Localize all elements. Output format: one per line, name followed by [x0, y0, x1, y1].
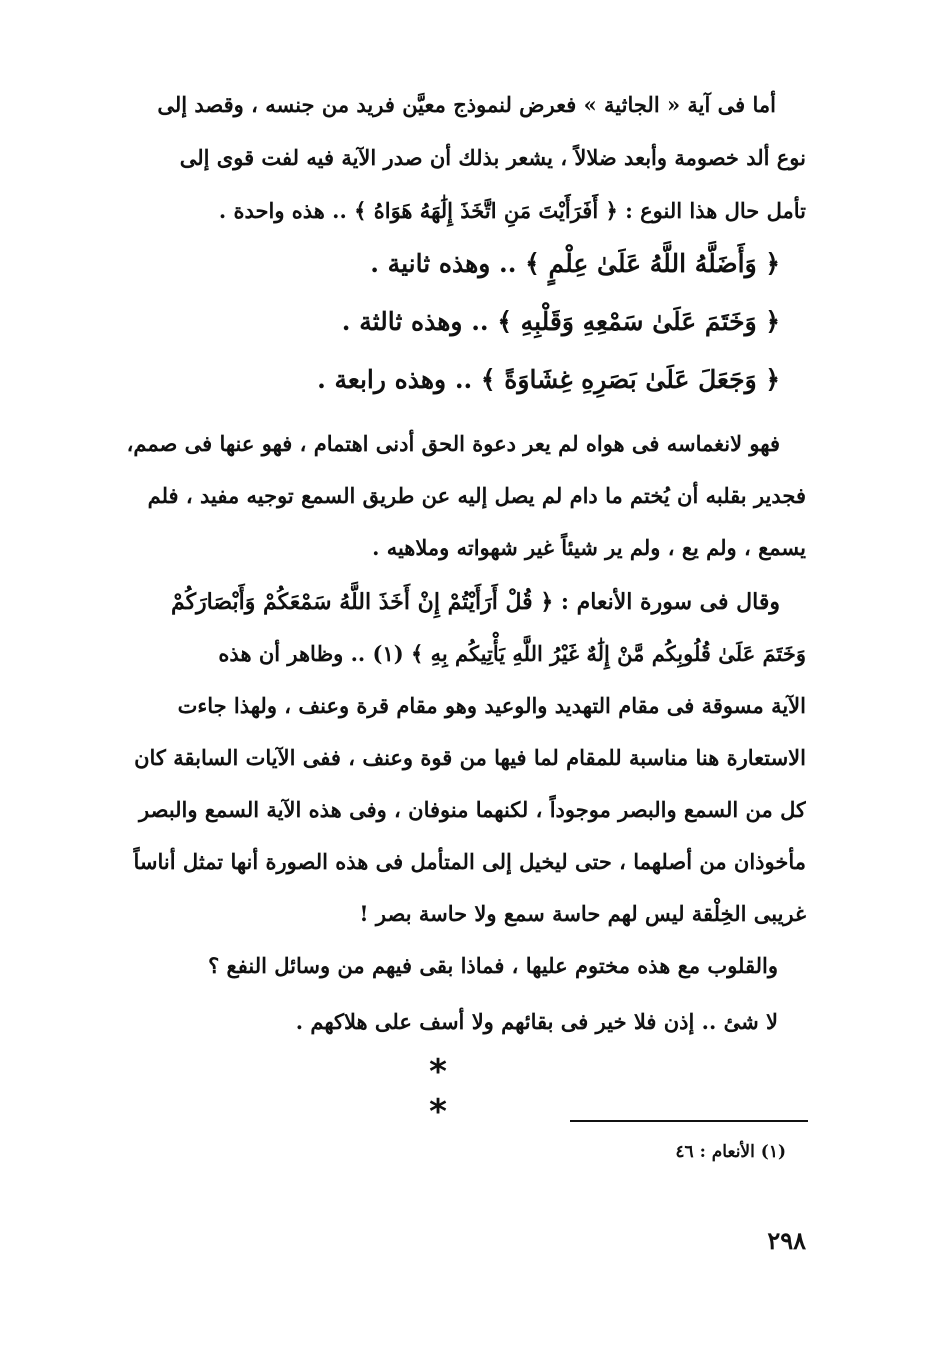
text-line: فجدير بقلبه أن يُختم ما دام لم يصل إليه عن طريق السمع توجيه مفيد ، فلم — [147, 483, 806, 508]
text-line: تأمل حال هذا النوع : ﴿ أَفَرَأَيْتَ مَنِ اتَّخَذَ إِلَٰهَهُ هَوَاهُ ﴾ .. هذه واحدة . — [218, 198, 806, 223]
text-line: وَخَتَمَ عَلَىٰ قُلُوبِكُم مَّنْ إِلَٰهٌ غَيْرُ اللَّهِ يَأْتِيكُم بِهِ ﴾ (١) .. وظاهر أن هذه — [218, 641, 806, 666]
verse-line-third: ﴿ وَخَتَمَ عَلَىٰ سَمْعِهِ وَقَلْبِهِ ﴾ .. وهذه ثالثة . — [341, 307, 780, 336]
section-separator: * * — [429, 1052, 491, 1132]
verse-line-second: ﴿ وَأَضَلَّهُ اللَّهُ عَلَىٰ عِلْمٍ ﴾ .. وهذه ثانية . — [370, 249, 780, 278]
text-line: كل من السمع والبصر موجوداً ، لكنهما منوفان ، وفى هذه الآية السمع والبصر — [139, 797, 806, 822]
paragraph-conclusion — [100, 938, 806, 1050]
text-line: الاستعارة هنا مناسبة للمقام لما فيها من قوة وعنف ، ففى الآيات السابقة كان — [134, 745, 806, 770]
text-line: وقال فى سورة الأنعام : ﴿ قُلْ أَرَأَيْتُمْ إِنْ أَخَذَ اللَّهُ سَمْعَكُمْ وَأَبْصَارَكُمْ — [170, 589, 780, 615]
text-line: أما فى آية « الجاثية » فعرض لنموذج معيَّن فريد من جنسه ، وقصد إلى — [157, 92, 776, 117]
verse-list — [100, 235, 780, 409]
footnote: (١) الأنعام : ٤٦ — [675, 1142, 786, 1162]
text-line: فهو لانغماسه فى هواه لم يعر دعوة الحق أدنى اهتمام ، فهو عنها فى صمم، — [126, 431, 780, 456]
footnote-divider — [570, 1120, 808, 1122]
text-line: والقلوب مع هذه مختوم عليها ، فماذا بقى فيهم من وسائل النفع ؟ — [208, 953, 778, 978]
text-line: يسمع ، ولم يع ، ولم ير شيئاً غير شهواته وملاهيه . — [372, 535, 806, 560]
text-line: مأخوذان من أصلهما ، حتى ليخيل إلى المتأمل فى هذه الصورة أنها تمثل أناساً — [133, 849, 806, 874]
paragraph-jathiya — [100, 78, 806, 237]
text-line: نوع ألد خصومة وأبعد ضلالاً ، يشعر بذلك أن صدر الآية فيه لفت قوى إلى — [179, 145, 806, 170]
page-number: ٢٩٨ — [767, 1226, 806, 1255]
paragraph-anam — [100, 576, 806, 940]
paragraph-explanation — [100, 418, 806, 574]
text-line: الآية مسوقة فى مقام التهديد والوعيد وهو مقام قرة وعنف ، ولهذا جاءت — [177, 693, 806, 718]
text-line: لا شئ .. إذن فلا خير فى بقائهم ولا أسف على هلاكهم . — [295, 1009, 778, 1034]
text-line: غريبى الخِلْقة ليس لهم حاسة سمع ولا حاسة بصر ! — [359, 901, 806, 926]
verse-line-fourth: ﴿ وَجَعَلَ عَلَىٰ بَصَرِهِ غِشَاوَةً ﴾ .. وهذه رابعة . — [317, 365, 780, 394]
